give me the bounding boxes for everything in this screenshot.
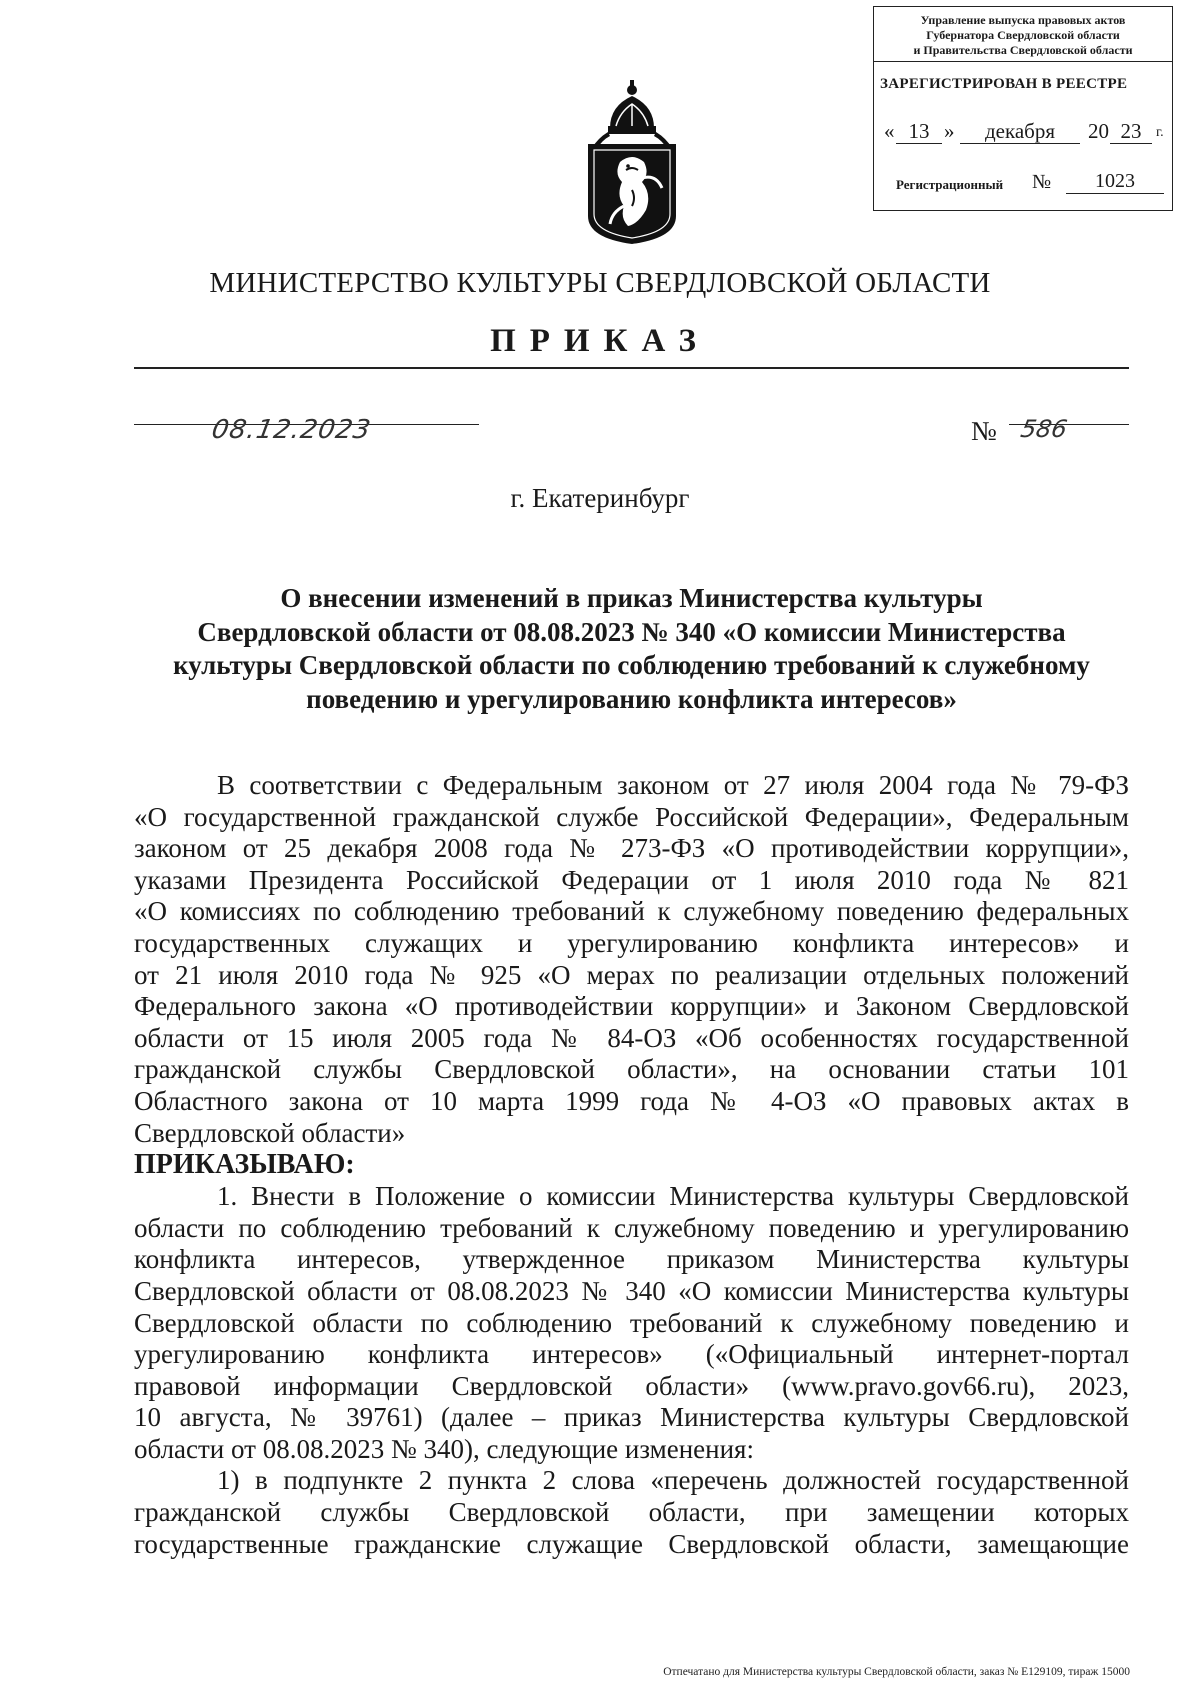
stamp-date-year-unit: г. [1156,125,1164,140]
item1-line: урегулированию конфликта интересов» («Официальный интернет-портал [134,1339,1129,1370]
stamp-date-open-quote: « [884,119,895,143]
preamble-line: гражданской службы Свердловской области», на основании статьи 101 [134,1054,1129,1085]
item1-line: конфликта интересов, утвержденное приказом Министерства культуры [134,1244,1129,1275]
stamp-date-year-prefix: 20 [1088,119,1109,143]
registration-stamp [873,6,1173,211]
header-divider [134,367,1129,369]
stamp-date-year-suffix: 23 [1110,119,1152,144]
preamble-line: Федерального закона «О противодействии коррупции» и Законом Свердловской [134,991,1129,1022]
title-line: О внесении изменений в приказ Министерства культуры [280,583,983,613]
document-title [134,582,1129,716]
handwritten-date: 08.12.2023 [209,415,374,445]
subitem1-line: гражданской службы Свердловской области, при замещении которых [134,1497,1129,1528]
stamp-header [874,7,1172,62]
preamble-paragraph [134,770,1129,1560]
stamp-reg-number: 1023 [1066,169,1164,194]
subitem1-line: 1) в подпункте 2 пункта 2 слова «перечень должностей государственной [217,1465,1129,1496]
city: г. Екатеринбург [510,483,690,513]
preamble-line: В соответствии с Федеральным законом от 27 июля 2004 года № 79-ФЗ [217,770,1129,800]
preamble-line: Свердловской области» [134,1117,406,1148]
stamp-date-month: декабря [960,119,1080,144]
preamble-line: указами Президента Российской Федерации от 1 июля 2010 года № 821 [134,864,1129,895]
stamp-header-line: Губернатора Свердловской области [926,28,1120,42]
stamp-reg-no-sign: № [1032,171,1052,193]
preamble-line: государственных служащих и урегулированию конфликта интересов» и [134,927,1129,958]
stamp-date-close-quote: » [944,119,955,143]
stamp-header-line: и Правительства Свердловской области [913,43,1133,57]
number-label: № [971,416,997,446]
preamble-line: области от 15 июля 2005 года № 84-ОЗ «Об особенностях государственной [134,1022,1129,1053]
subitem1-line: государственные гражданские служащие Свердловской области, замещающие [134,1528,1129,1559]
item1-line: Свердловской области от 08.08.2023 № 340 «О комиссии Министерства культуры [134,1275,1129,1306]
sverdlovsk-coat-of-arms-icon [580,78,684,246]
preamble-line: «О комиссиях по соблюдению требований к служебному поведению федеральных [134,896,1129,927]
item1-line: области от 08.08.2023 № 340), следующие изменения: [134,1433,754,1464]
stamp-registration-number [896,169,1166,197]
preamble-line: Областного закона от 10 марта 1999 года № 4-ОЗ «О правовых актах в [134,1085,1129,1116]
stamp-header-line: Управление выпуска правовых актов [920,13,1126,27]
preamble-line: от 21 июля 2010 года № 925 «О мерах по реализации отдельных положений [134,959,1129,990]
title-line: Свердловской области от 08.08.2023 № 340 «О комиссии Министерства [197,616,1066,647]
item1-line: Свердловской области по соблюдению требований к служебному поведению и [134,1307,1129,1338]
order-directive: ПРИКАЗЫВАЮ: [134,1149,355,1181]
item1-line: правовой информации Свердловской области» (www.pravo.gov66.ru), 2023, [134,1370,1129,1401]
preamble-line: законом от 25 декабря 2008 года № 273-ФЗ «О противодействии коррупции», [134,833,1129,864]
item1-line: области по соблюдению требований к служебному поведению и урегулированию [134,1212,1129,1243]
handwritten-number: 586 [1018,415,1070,443]
stamp-reg-label: Регистрационный [896,177,1004,192]
document-type: ПРИКАЗ [490,323,710,359]
stamp-date-day: 13 [896,119,942,144]
title-line: культуры Свердловской области по соблюдению требований к служебному [173,650,1090,680]
item1-line: 1. Внести в Положение о комиссии Министерства культуры Свердловской [217,1181,1129,1212]
stamp-date [884,119,1174,149]
item1-line: 10 августа, № 39761) (далее – приказ Министерства культуры Свердловской [134,1402,1129,1433]
stamp-registered-label: ЗАРЕГИСТРИРОВАН В РЕЕСТРЕ [880,76,1128,92]
preamble-line: «О государственной гражданской службе Российской Федерации», Федеральным [134,801,1129,832]
print-footer: Отпечатано для Министерства культуры Свердловской области, заказ № Е129109, тираж 15000 [663,1666,1130,1678]
ministry-name: МИНИСТЕРСТВО КУЛЬТУРЫ СВЕРДЛОВСКОЙ ОБЛАСТИ [209,267,991,299]
title-line: поведению и урегулированию конфликта интересов» [306,683,957,714]
